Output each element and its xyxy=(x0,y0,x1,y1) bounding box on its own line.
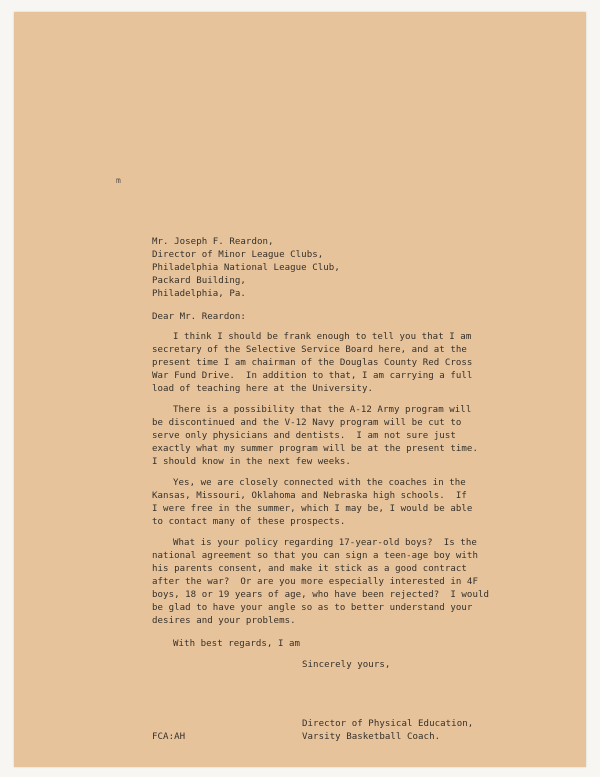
body-line: boys, 18 or 19 years of age, who have been rejected? I would xyxy=(152,590,490,600)
body-line: There is a possibility that the A-12 Army program will xyxy=(173,405,472,415)
body-line: national agreement so that you can sign a teen-age boy with xyxy=(152,551,478,561)
body-line: exactly what my summer program will be at the present time. xyxy=(152,444,478,454)
body-line: I were free in the summer, which I may be, I would be able xyxy=(152,504,473,514)
body-line: to contact many of these prospects. xyxy=(152,517,346,527)
body-line: Yes, we are closely connected with the coaches in the xyxy=(173,478,466,488)
body-line: secretary of the Selective Service Board here, and at the xyxy=(152,345,467,355)
signature-title: Director of Physical Education, xyxy=(302,719,474,729)
address-line: Philadelphia National League Club, xyxy=(152,263,340,273)
margin-mark: m xyxy=(116,176,121,185)
address-line: Mr. Joseph F. Reardon, xyxy=(152,237,274,247)
body-line: his parents consent, and make it stick as a good contract xyxy=(152,564,467,574)
body-line: serve only physicians and dentists. I am not sure just xyxy=(152,431,456,441)
address-line: Director of Minor League Clubs, xyxy=(152,250,324,260)
body-line: I should know in the next few weeks. xyxy=(152,457,351,467)
body-line: I think I should be frank enough to tell you that I am xyxy=(173,332,472,342)
body-line: be discontinued and the V-12 Navy program will be cut to xyxy=(152,418,462,428)
body-line: present time I am chairman of the Douglas County Red Cross xyxy=(152,358,473,368)
address-line: Packard Building, xyxy=(152,276,246,286)
body-line: Kansas, Missouri, Oklahoma and Nebraska high schools. If xyxy=(152,491,467,501)
typist-initials: FCA:AH xyxy=(152,732,186,742)
body-line: load of teaching here at the University. xyxy=(152,384,373,394)
address-line: Philadelphia, Pa. xyxy=(152,289,246,299)
body-line: What is your policy regarding 17-year-old boys? Is the xyxy=(173,538,477,548)
closing: Sincerely yours, xyxy=(302,660,391,670)
body-line: desires and your problems. xyxy=(152,616,296,626)
body-line: War Fund Drive. In addition to that, I am carrying a full xyxy=(152,371,473,381)
body-line: With best regards, I am xyxy=(173,639,301,649)
body-line: be glad to have your angle so as to better understand your xyxy=(152,603,473,613)
signature-title: Varsity Basketball Coach. xyxy=(302,732,441,742)
salutation: Dear Mr. Reardon: xyxy=(152,312,246,322)
body-line: after the war? Or are you more especially interested in 4F xyxy=(152,577,478,587)
